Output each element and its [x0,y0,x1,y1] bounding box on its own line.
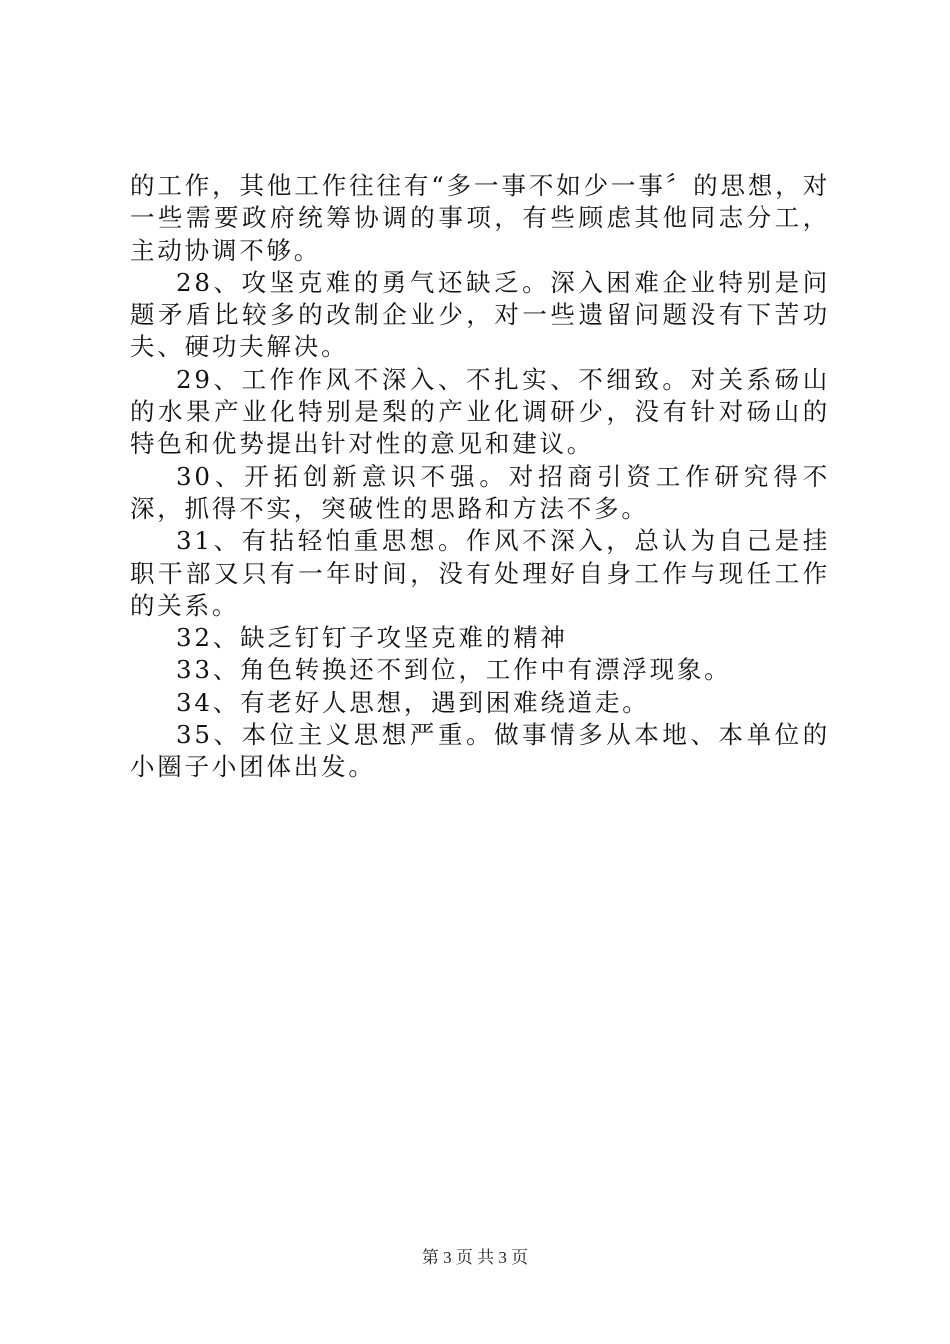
paragraph-continuation: 的工作，其他工作往往有“多一事不如少一事〞的思想，对一些需要政府统筹协调的事项，有些顾虑其他同志分工，主动协调不够。 [130,171,830,265]
page-number-footer: 第 3 页 共 3 页 [421,1248,529,1267]
document-body [130,170,830,784]
paragraph-item-31: 31、有拈轻怕重思想。作风不深入，总认为自己是挂职干部又只有一年时间，没有处理好自身工作与现任工作的关系。 [130,526,830,620]
paragraph-item-35: 35、本位主义思想严重。做事情多从本地、本单位的小圈子小团体出发。 [130,720,830,782]
paragraph-item-33: 33、角色转换还不到位，工作中有漂浮现象。 [176,655,732,685]
paragraph-item-34: 34、有老好人思想，遇到困难绕道走。 [176,687,650,717]
paragraph-item-30: 30、开拓创新意识不强。对招商引资工作研究得不深，抓得不实，突破性的思路和方法不多。 [130,461,830,523]
paragraph-item-28: 28、攻坚克难的勇气还缺乏。深入困难企业特别是问题矛盾比较多的改制企业少，对一些遗留问题没有下苦功夫、硬功夫解决。 [130,267,830,362]
paragraph-item-29: 29、工作作风不深入、不扎实、不细致。对关系砀山的水果产业化特别是梨的产业化调研少，没有针对砀山的特色和优势提出针对性的意见和建议。 [130,364,830,459]
paragraph-item-32: 32、缺乏钉钉子攻坚克难的精神 [176,623,568,653]
